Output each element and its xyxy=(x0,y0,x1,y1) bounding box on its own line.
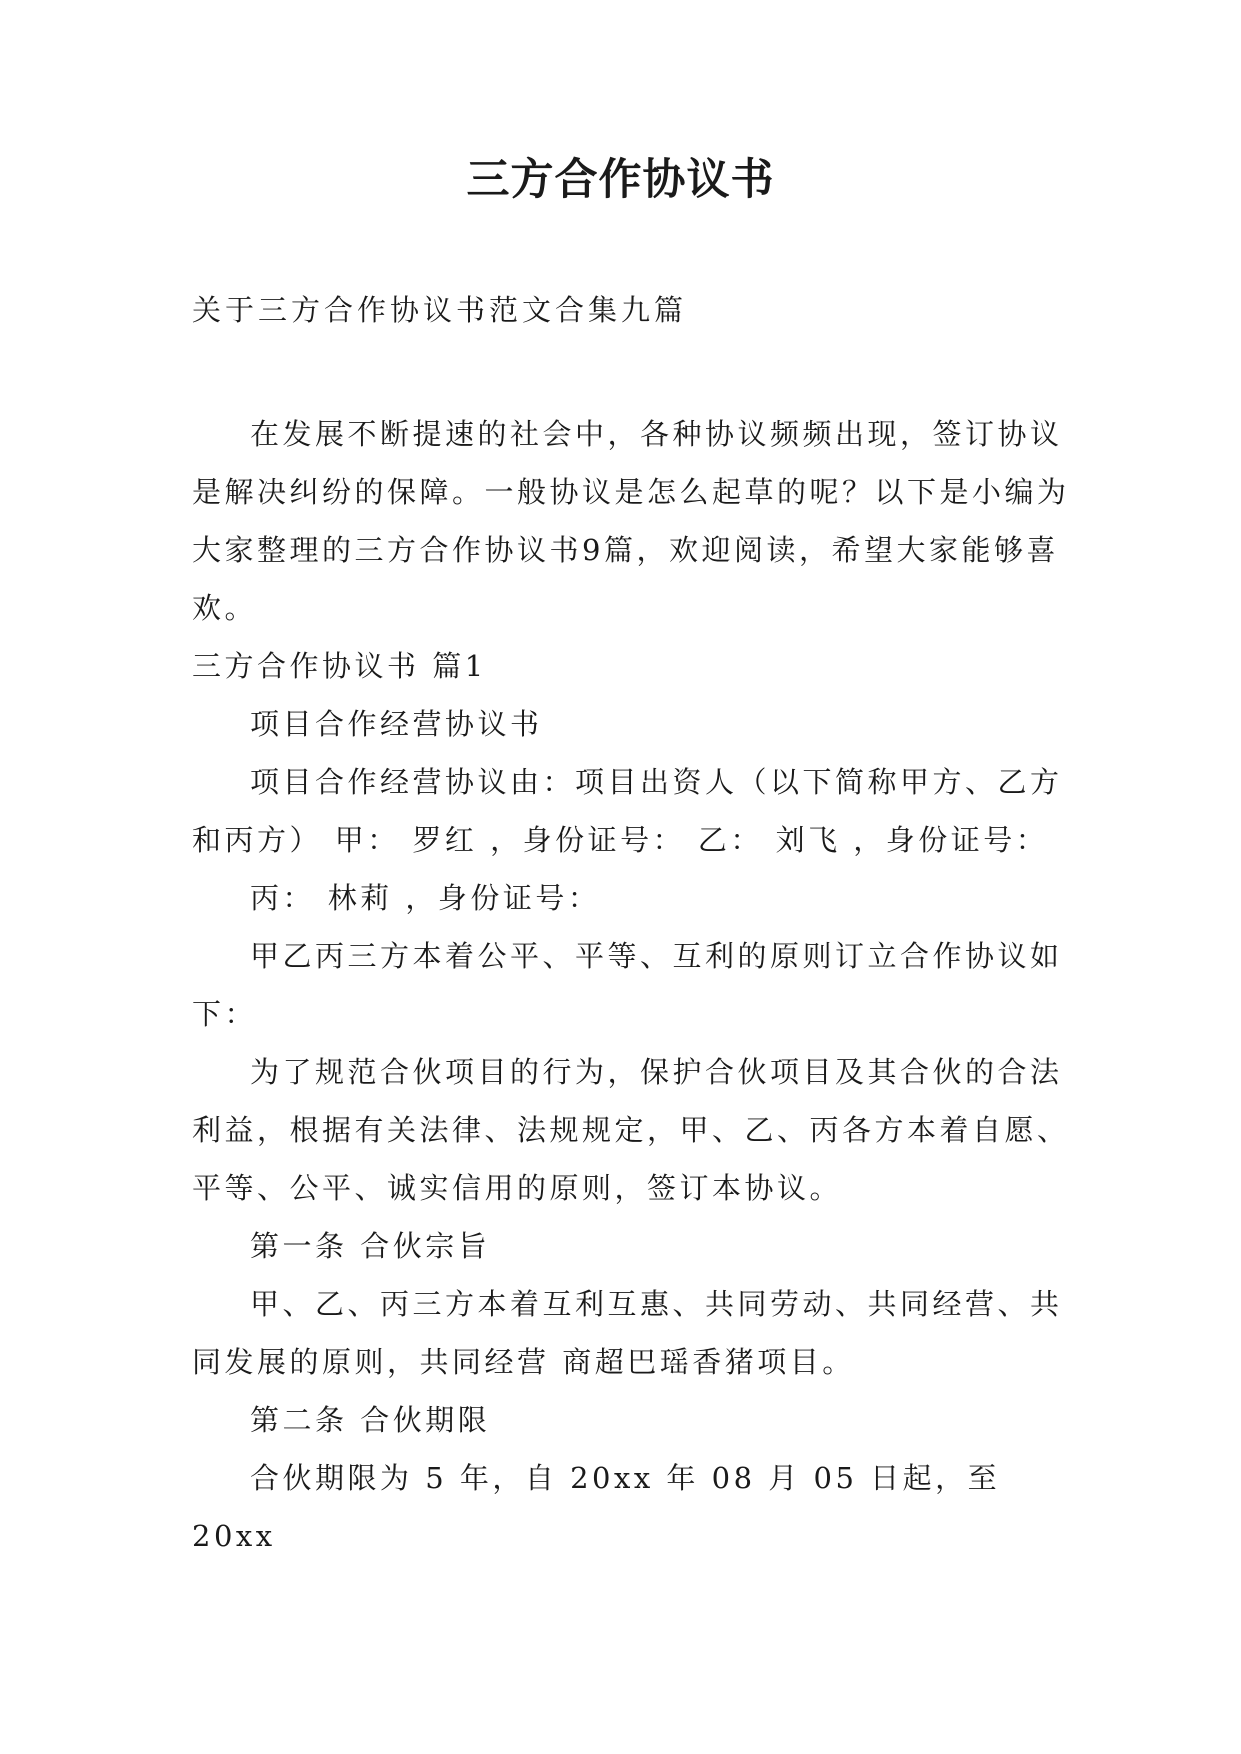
article-2-text: 合伙期限为 5 年，自 20xx 年 08 月 05 日起，至 20xx xyxy=(192,1461,1001,1553)
party-c-paragraph: 丙： 林莉 ，身份证号： xyxy=(250,881,601,915)
purpose-paragraph: 为了规范合伙项目的行为，保护合伙项目及其合伙的合法利益，根据有关法律、法规规定，甲、乙、丙各方本着自愿、平等、公平、诚实信用的原则，签订本协议。 xyxy=(192,1055,1070,1205)
article-1-heading: 第一条 合伙宗旨 xyxy=(250,1229,491,1263)
parties-paragraph: 项目合作经营协议由：项目出资人（以下简称甲方、乙方和丙方） 甲： 罗红 ，身份证号： 乙： 刘飞 ，身份证号： xyxy=(192,765,1063,857)
article-1-text: 甲、乙、丙三方本着互利互惠、共同劳动、共同经营、共同发展的原则，共同经营 商超巴瑶香猪项目。 xyxy=(192,1287,1063,1379)
article-2-heading: 第二条 合伙期限 xyxy=(250,1403,491,1437)
intro-paragraph: 在发展不断提速的社会中，各种协议频频出现，签订协议是解决纠纷的保障。一般协议是怎么起草的呢？以下是小编为大家整理的三方合作协议书9篇，欢迎阅读，希望大家能够喜欢。 xyxy=(192,417,1070,625)
section-heading-part-1: 三方合作协议书 篇1 xyxy=(192,649,487,683)
agreement-name: 项目合作经营协议书 xyxy=(250,707,543,741)
document-body xyxy=(192,405,1072,1565)
document-subtitle: 关于三方合作协议书范文合集九篇 xyxy=(192,293,688,327)
document-title: 三方合作协议书 xyxy=(466,155,775,205)
principle-paragraph: 甲乙丙三方本着公平、平等、互利的原则订立合作协议如下： xyxy=(192,939,1063,1031)
